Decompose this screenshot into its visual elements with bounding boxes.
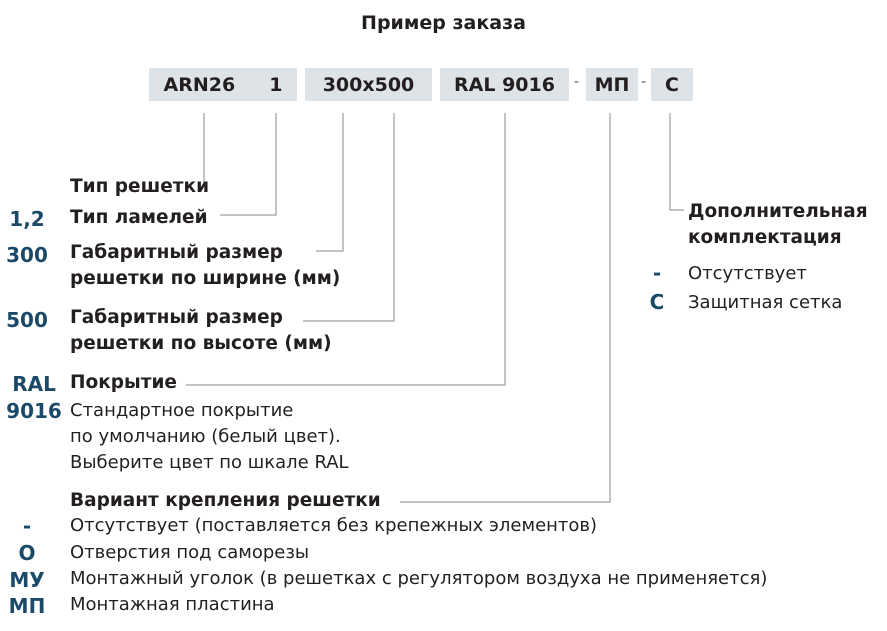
coating-desc-line3: Выберите цвет по шкале RAL — [70, 452, 349, 473]
extras-option-text: Защитная сетка — [688, 292, 843, 313]
order-ral: RAL 9016 — [454, 73, 555, 96]
coating-description — [70, 398, 349, 476]
coating-desc-line2: по умолчанию (белый цвет). — [70, 426, 341, 447]
extras-option-code: С — [649, 290, 665, 314]
extras-heading — [688, 199, 868, 251]
connector-width — [316, 113, 343, 251]
coating-code-ral: RAL — [12, 372, 56, 396]
order-separator: - — [641, 74, 647, 90]
width-code: 300 — [6, 243, 48, 267]
order-extra: С — [665, 73, 679, 96]
width-heading — [70, 240, 340, 292]
extras-option-code: - — [652, 261, 662, 285]
mounting-heading: Вариант крепления решетки — [70, 490, 381, 511]
order-separator: - — [574, 74, 580, 90]
mounting-option-text: Монтажная пластина — [70, 594, 275, 615]
extras-option-text: Отсутствует — [688, 263, 807, 284]
connector-lamel-type — [220, 113, 276, 215]
height-heading-line2: решетки по высоте (мм) — [70, 333, 332, 354]
width-heading-line1: Габаритный размер — [70, 242, 283, 263]
width-heading-line2: решетки по ширине (мм) — [70, 268, 341, 289]
mounting-option-code: О — [18, 541, 36, 565]
mounting-option-text: Отверстия под саморезы — [70, 542, 310, 563]
extras-heading-line2: комплектация — [688, 227, 842, 248]
order-size: 300x500 — [322, 73, 415, 96]
order-mount: МП — [594, 73, 630, 96]
order-model: ARN26 — [163, 73, 236, 96]
coating-code-number: 9016 — [6, 399, 62, 423]
page-title: Пример заказа — [361, 12, 526, 34]
order-lamel: 1 — [269, 73, 283, 96]
height-code: 500 — [6, 308, 48, 332]
extras-heading-line1: Дополнительная — [688, 201, 868, 222]
height-heading — [70, 305, 332, 357]
mounting-option-text: Отсутствует (поставляется без крепежных элементов) — [70, 515, 598, 536]
mounting-option-text: Монтажный уголок (в решетках с регулятором воздуха не применяется) — [70, 568, 768, 589]
height-heading-line1: Габаритный размер — [70, 307, 283, 328]
coating-desc-line1: Стандартное покрытие — [70, 400, 294, 421]
grid-type-heading: Тип решетки — [70, 176, 210, 197]
lamel-type-heading: Тип ламелей — [70, 207, 208, 228]
lamel-type-code: 1,2 — [9, 207, 45, 231]
mounting-option-code: МП — [8, 594, 46, 618]
mounting-option-code: - — [22, 514, 32, 538]
coating-heading: Покрытие — [70, 372, 177, 393]
mounting-option-code: МУ — [9, 568, 45, 592]
connector-extras — [670, 113, 684, 210]
